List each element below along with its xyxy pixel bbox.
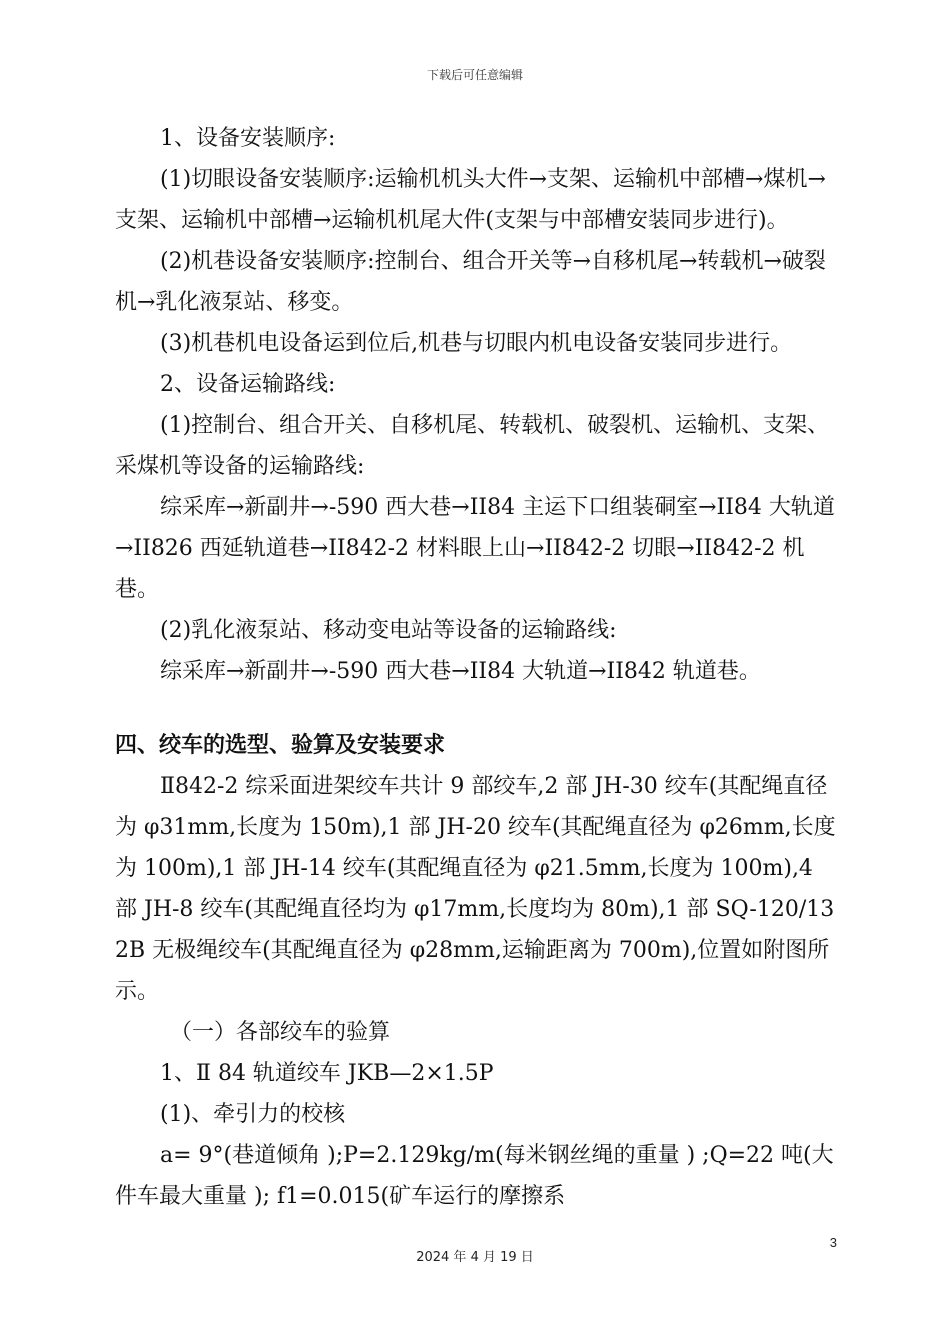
paragraph-route-1-title: (1)控制台、组合开关、自移机尾、转载机、破裂机、运输机、支架、采煤机等设备的运输路线: xyxy=(115,413,830,479)
paragraph-sync-install: (3)机巷机电设备运到位后,机巷与切眼内机电设备安装同步进行。 xyxy=(160,331,793,356)
paragraph-machine-lane-sequence: (2)机巷设备安装顺序:控制台、组合开关等→自移机尾→转载机→破裂机→乳化液泵站、移变。 xyxy=(115,249,826,315)
page-header: 下载后可任意编辑 xyxy=(426,68,523,82)
section-heading-winch: 四、绞车的选型、验算及安装要求 xyxy=(115,733,446,758)
page-footer-date: 2024 年 4 月 19 日 xyxy=(416,1250,534,1265)
page-number: 3 xyxy=(829,1235,837,1250)
paragraph-traction-check: (1)、牵引力的校核 xyxy=(160,1102,346,1127)
section-1-title: 1、设备安装顺序: xyxy=(160,126,336,151)
spacer xyxy=(115,692,840,725)
paragraph-route-2: 综采库→新副井→-590 西大巷→II84 大轨道→II842 轨道巷。 xyxy=(160,659,761,684)
section-2-title: 2、设备运输路线: xyxy=(160,372,336,397)
paragraph-route-2-title: (2)乳化液泵站、移动变电站等设备的运输路线: xyxy=(160,618,617,643)
paragraph-winch-summary: Ⅱ842-2 综采面进架绞车共计 9 部绞车,2 部 JH-30 绞车(其配绳直径为 φ31mm,长度为 150m),1 部 JH-20 绞车(其配绳直径为 φ26mm,长度为 100m),1 部 JH-14 绞车(其配绳直径为 φ21.5mm,长度为 100m),4 部 JH-8 绞车(其配绳直径均为 φ17mm,长度均为 80m),1 部 SQ-120/132B 无极绳绞车(其配绳直径为 φ28mm,运输距离为 700m),位置如附图所示。 xyxy=(115,774,836,1004)
subsection-title: （一）各部绞车的验算 xyxy=(170,1020,391,1045)
paragraph-parameters: a= 9°(巷道倾角 );P=2.129kg/m(每米钢丝绳的重量 ) ;Q=22 吨(大件车最大重量 ); f1=0.015(矿车运行的摩擦系 xyxy=(115,1143,834,1209)
paragraph-route-1: 综采库→新副井→-590 西大巷→II84 主运下口组装硐室→II84 大轨道→II826 西延轨道巷→II842-2 材料眼上山→II842-2 切眼→II842-2 机巷。 xyxy=(115,495,835,602)
document-body xyxy=(115,118,840,1217)
paragraph-winch-1: 1、Ⅱ 84 轨道绞车 JKB—2×1.5P xyxy=(160,1061,494,1086)
paragraph-cut-eye-sequence: (1)切眼设备安装顺序:运输机机头大件→支架、运输机中部槽→煤机→支架、运输机中部槽→运输机机尾大件(支架与中部槽安装同步进行)。 xyxy=(115,167,826,233)
